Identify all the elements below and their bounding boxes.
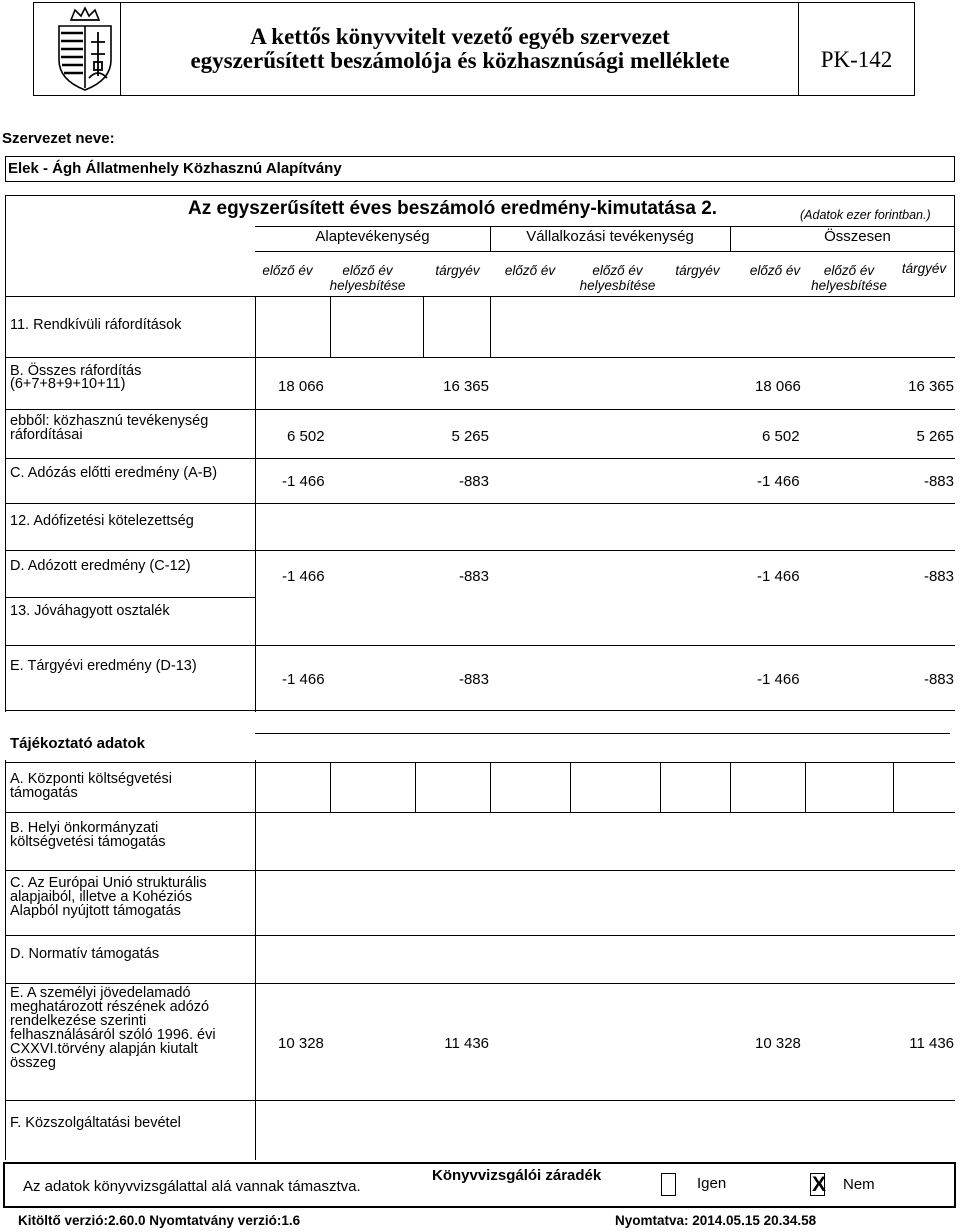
- row-label-b-line1: B. Összes ráfordítás: [10, 363, 142, 379]
- info-a-line2: támogatás: [10, 785, 78, 801]
- info-e-line6: összeg: [10, 1055, 56, 1071]
- audit-no-checkbox[interactable]: [810, 1173, 825, 1196]
- cell-koz-curr: 5 265: [451, 428, 489, 445]
- cell-d-curr: -883: [458, 568, 489, 585]
- form-title-line1: A kettős könyvvitelt vezető egyéb szervezet: [250, 24, 670, 49]
- cell-e-total-prev: -1 466: [757, 671, 800, 688]
- row-label-11: 11. Rendkívüli ráfordítások: [10, 317, 182, 333]
- col-header: tárgyév: [901, 261, 947, 276]
- info-b-line2: költségvetési támogatás: [10, 834, 166, 850]
- section-vallalkozasi: Vállalkozási tevékenység: [526, 228, 694, 245]
- cell-info-e-total-curr: 11 436: [909, 1035, 954, 1052]
- audit-no-label: Nem: [843, 1176, 875, 1193]
- report-title: Az egyszerűsített éves beszámoló eredmény-kimutatása 2.: [188, 198, 718, 219]
- cell-b-curr: 16 365: [443, 378, 489, 395]
- info-e-line2: meghatározott részének adózó: [10, 999, 210, 1015]
- cell-koz-total-curr: 5 265: [916, 428, 954, 445]
- cell-d-prev: -1 466: [282, 568, 325, 585]
- col-header: előző év: [592, 263, 643, 278]
- info-a-line1: A. Központi költségvetési: [10, 771, 173, 787]
- row-label-koz-line2: ráfordításai: [10, 427, 83, 443]
- cell-b-total-prev: 18 066: [755, 378, 801, 395]
- units-note: (Adatok ezer forintban.): [800, 208, 931, 222]
- info-e-line5: CXXVI.törvény alapján kiutalt: [10, 1041, 198, 1057]
- col-header: előző év: [504, 263, 556, 278]
- col-header: előző év: [262, 263, 313, 278]
- footer-printed: Nyomtatva: 2014.05.15 20.34.58: [615, 1213, 817, 1228]
- cell-d-total-curr: -883: [923, 568, 954, 585]
- cell-b-prev: 18 066: [278, 378, 324, 395]
- form-title-line2: egyszerűsített beszámolója és közhasznúsági melléklete: [190, 48, 730, 73]
- info-c-line1: C. Az Európai Unió strukturális: [10, 875, 207, 891]
- info-c-line2: alapjaiból, illetve a Kohéziós: [10, 889, 193, 905]
- cell-koz-total-prev: 6 502: [762, 428, 800, 445]
- cell-c-prev: -1 466: [282, 473, 325, 490]
- row-label-13: 13. Jóváhagyott osztalék: [10, 603, 170, 619]
- cell-info-e-curr: 11 436: [444, 1035, 489, 1052]
- info-e-line4: felhasználásáról szóló 1996. évi: [10, 1027, 216, 1043]
- info-c-line3: Alapból nyújtott támogatás: [10, 903, 181, 919]
- footer-version: Kitöltő verzió:2.60.0 Nyomtatvány verzió:1.6: [18, 1213, 301, 1228]
- audit-title: Könyvvizsgálói záradék: [432, 1167, 602, 1184]
- row-label-koz-line1: ebből: közhasznú tevékenység: [10, 413, 209, 429]
- section-osszesen: Összesen: [824, 228, 891, 245]
- row-label-12: 12. Adófizetési kötelezettség: [10, 513, 194, 529]
- audit-yes-label: Igen: [697, 1175, 727, 1192]
- row-label-e: E. Tárgyévi eredmény (D-13): [10, 658, 197, 674]
- col-header: tárgyév: [675, 263, 720, 278]
- cell-d-total-prev: -1 466: [757, 568, 800, 585]
- col-header: előző év: [823, 263, 875, 278]
- info-e-line3: rendelkezése szerinti: [10, 1013, 147, 1029]
- org-name-label: Szervezet neve:: [2, 130, 115, 147]
- info-section-title: Tájékoztató adatok: [10, 735, 146, 752]
- cell-c-curr: -883: [458, 473, 489, 490]
- row-label-c: C. Adózás előtti eredmény (A-B): [10, 465, 218, 481]
- cell-c-total-curr: -883: [923, 473, 954, 490]
- audit-statement: Az adatok könyvvizsgálattal alá vannak támasztva.: [23, 1178, 361, 1195]
- info-b-line1: B. Helyi önkormányzati: [10, 820, 159, 836]
- cell-info-e-prev: 10 328: [278, 1035, 324, 1052]
- row-label-b-line2: (6+7+8+9+10+11): [10, 376, 126, 392]
- info-d-label: D. Normatív támogatás: [10, 946, 160, 962]
- cell-e-curr: -883: [458, 671, 489, 688]
- col-header: előző év: [749, 263, 801, 278]
- col-header: tárgyév: [435, 263, 480, 278]
- org-name-value: Elek - Ágh Állatmenhely Közhasznú Alapítvány: [8, 160, 342, 177]
- info-e-line1: E. A személyi jövedelamadó: [10, 985, 191, 1001]
- col-header: előző év: [342, 263, 393, 278]
- cell-e-total-curr: -883: [923, 671, 954, 688]
- checkmark-x-icon: X: [812, 1173, 827, 1196]
- hungarian-coat-of-arms-icon: [53, 6, 117, 92]
- info-f-label: F. Közszolgáltatási bevétel: [10, 1115, 181, 1131]
- col-header-sub: helyesbítése: [579, 278, 656, 293]
- cell-b-total-curr: 16 365: [908, 378, 954, 395]
- col-header-sub: helyesbítése: [329, 278, 406, 293]
- audit-yes-checkbox[interactable]: [661, 1173, 676, 1196]
- cell-c-total-prev: -1 466: [757, 473, 800, 490]
- col-header-sub: helyesbítése: [811, 278, 887, 293]
- cell-koz-prev: 6 502: [287, 428, 325, 445]
- form-code: PK-142: [820, 47, 893, 72]
- section-alaptevekenyseg: Alaptevékenység: [315, 228, 430, 245]
- cell-e-prev: -1 466: [282, 671, 325, 688]
- cell-info-e-total-prev: 10 328: [755, 1035, 801, 1052]
- row-label-d: D. Adózott eredmény (C-12): [10, 558, 191, 574]
